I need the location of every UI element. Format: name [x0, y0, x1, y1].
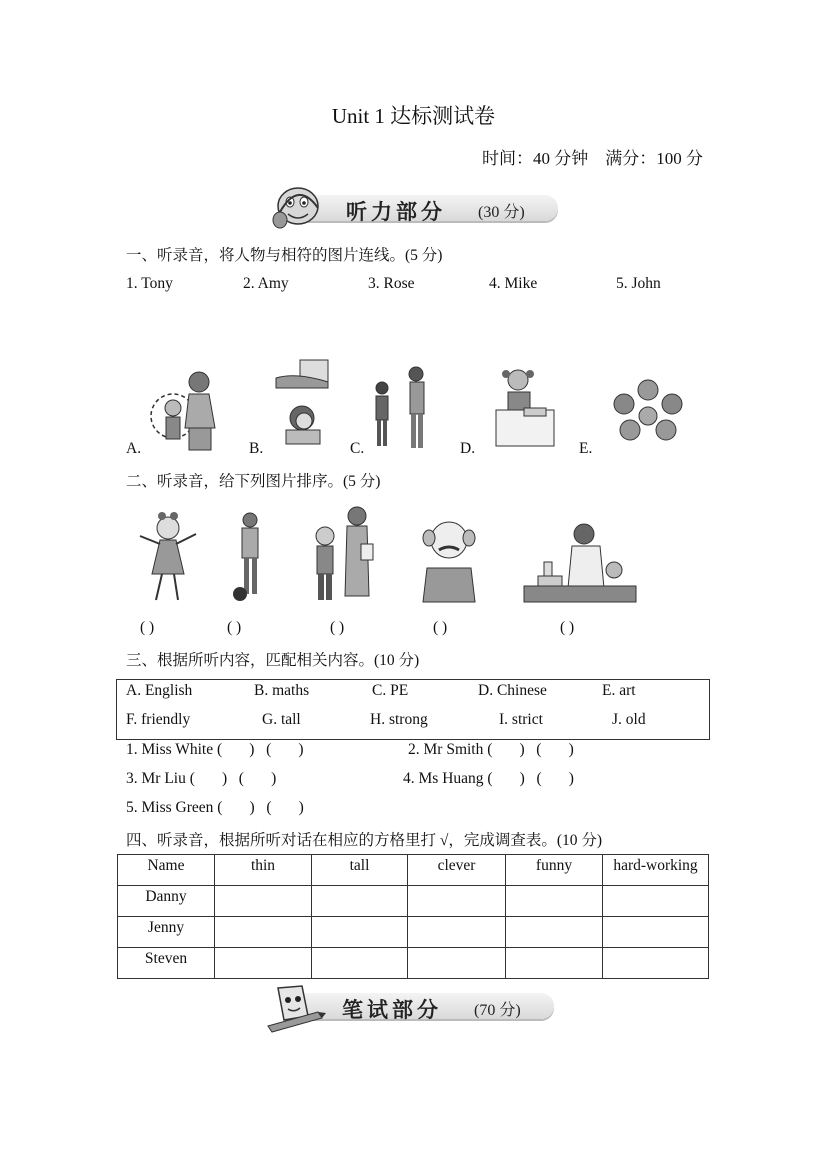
banner-title: 笔试部分 [342, 998, 442, 1022]
option-item: H. strong [370, 711, 428, 728]
section2-blanks [0, 619, 827, 639]
check-cell[interactable] [215, 886, 312, 917]
check-cell[interactable] [506, 917, 603, 948]
survey-table [117, 854, 709, 979]
picture-scientist-with-microscope [524, 520, 638, 604]
row-name: Steven [118, 948, 215, 979]
column-header: Name [118, 855, 215, 886]
section3-heading: 三、根据所听内容，匹配相关内容。(10 分) [126, 652, 420, 669]
banner-score: (30 分) [478, 204, 525, 221]
picture-teacher-and-boy [307, 504, 379, 604]
picture-d-girl-at-desk [488, 366, 558, 450]
picture-letter: E. [579, 440, 593, 457]
match-item[interactable]: 5. Miss Green ( ) ( ) [126, 799, 304, 816]
answer-blank[interactable]: ( ) [140, 619, 155, 636]
listening-section-banner [268, 184, 558, 228]
answer-blank[interactable]: ( ) [560, 619, 575, 636]
check-cell[interactable] [215, 917, 312, 948]
match-item[interactable]: 4. Ms Huang ( ) ( ) [403, 770, 574, 787]
option-item: F. friendly [126, 711, 191, 728]
table-row [118, 917, 709, 948]
name-item: 4. Mike [489, 275, 538, 292]
time-and-score: 时间：40 分钟 满分：100 分 [482, 149, 703, 168]
section4-heading: 四、听录音，根据所听对话在相应的方格里打 √，完成调查表。(10 分) [126, 832, 603, 849]
column-header: funny [506, 855, 603, 886]
table-row [118, 948, 709, 979]
picture-old-man [415, 516, 483, 602]
check-cell[interactable] [506, 948, 603, 979]
check-cell[interactable] [312, 917, 408, 948]
row-name: Jenny [118, 917, 215, 948]
picture-girl-dancing [138, 512, 202, 604]
name-item: 3. Rose [368, 275, 415, 292]
check-cell[interactable] [603, 886, 709, 917]
check-cell[interactable] [312, 948, 408, 979]
pencil-mascot-icon [264, 982, 324, 1032]
picture-b-girl-at-school [276, 358, 336, 452]
answer-blank[interactable]: ( ) [330, 619, 345, 636]
picture-letter: B. [249, 440, 264, 457]
check-cell[interactable] [408, 917, 506, 948]
section2-heading: 二、听录音，给下列图片排序。(5 分) [126, 473, 381, 490]
option-item: C. PE [372, 682, 409, 699]
option-item: B. maths [254, 682, 310, 699]
option-item: I. strict [499, 711, 543, 728]
column-header: tall [312, 855, 408, 886]
check-cell[interactable] [215, 948, 312, 979]
check-cell[interactable] [312, 886, 408, 917]
picture-letter: A. [126, 440, 142, 457]
option-item: E. art [602, 682, 636, 699]
section1-letters [0, 440, 827, 460]
name-item: 1. Tony [126, 275, 173, 292]
column-header: hard-working [603, 855, 709, 886]
answer-blank[interactable]: ( ) [433, 619, 448, 636]
section1-names [0, 275, 827, 295]
answer-blank[interactable]: ( ) [227, 619, 242, 636]
option-item: J. old [612, 711, 646, 728]
picture-letter: D. [460, 440, 476, 457]
check-cell[interactable] [603, 917, 709, 948]
banner-title: 听力部分 [346, 200, 446, 224]
cartoon-mascot-icon [268, 184, 328, 234]
option-item: D. Chinese [478, 682, 547, 699]
name-item: 5. John [616, 275, 661, 292]
section1-heading: 一、听录音，将人物与相符的图片连线。(5 分) [126, 247, 443, 264]
written-section-banner [264, 982, 554, 1026]
page-title: Unit 1 达标测试卷 [331, 104, 496, 128]
match-items [0, 741, 827, 831]
picture-letter: C. [350, 440, 365, 457]
check-cell[interactable] [603, 948, 709, 979]
table-header-row [118, 855, 709, 886]
option-item: A. English [126, 682, 193, 699]
row-name: Danny [118, 886, 215, 917]
picture-man-with-ball [226, 510, 270, 602]
check-cell[interactable] [408, 886, 506, 917]
name-item: 2. Amy [243, 275, 289, 292]
option-box [116, 679, 710, 740]
table-row [118, 886, 709, 917]
check-cell[interactable] [506, 886, 603, 917]
column-header: clever [408, 855, 506, 886]
match-item[interactable]: 2. Mr Smith ( ) ( ) [408, 741, 574, 758]
banner-score: (70 分) [474, 1002, 521, 1019]
check-cell[interactable] [408, 948, 506, 979]
column-header: thin [215, 855, 312, 886]
option-item: G. tall [262, 711, 301, 728]
match-item[interactable]: 1. Miss White ( ) ( ) [126, 741, 304, 758]
match-item[interactable]: 3. Mr Liu ( ) ( ) [126, 770, 277, 787]
